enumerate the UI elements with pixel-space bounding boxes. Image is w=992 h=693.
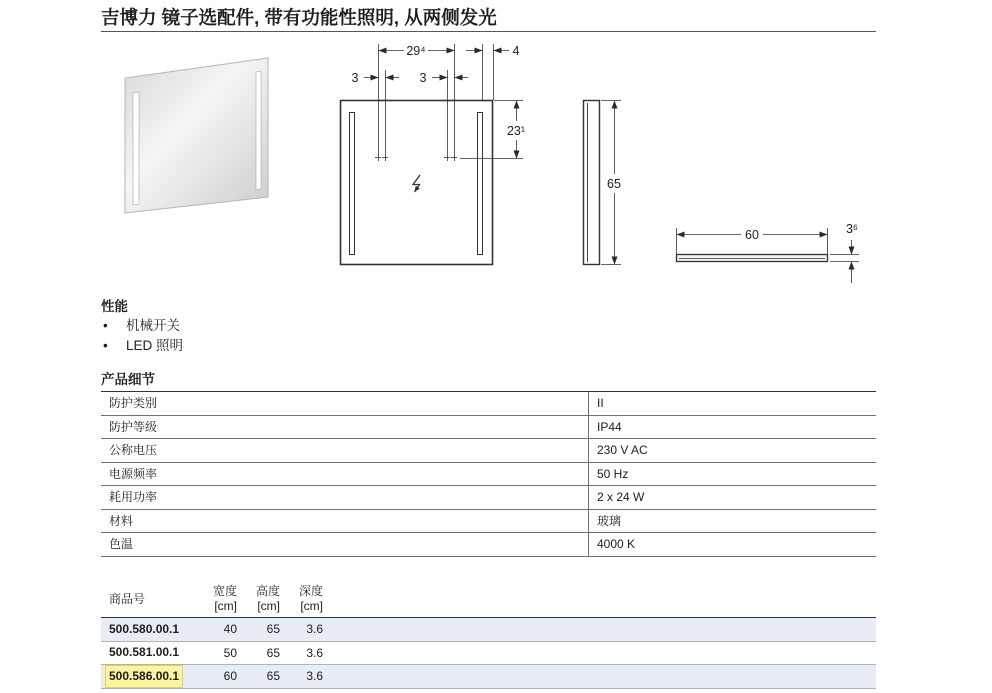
- header-depth-label: 深度: [298, 584, 323, 598]
- top-view-profile: [677, 255, 828, 262]
- front-view-frame: [341, 101, 493, 265]
- mirror-glass: [125, 58, 268, 213]
- detail-value: 50 Hz: [588, 463, 876, 486]
- header-depth-unit: [cm]: [300, 599, 323, 613]
- side-view-profile: [584, 101, 600, 265]
- article-height: 65: [266, 669, 280, 683]
- article-number: 500.581.00.1: [109, 645, 180, 660]
- dimension-label-edge-offset: 4: [512, 44, 520, 58]
- article-width: 50: [223, 645, 237, 660]
- detail-label: 防护类别: [109, 396, 158, 410]
- dimension-label-height: 65: [607, 177, 621, 191]
- details-heading: 产品细节: [101, 372, 155, 387]
- detail-label: 材料: [109, 513, 134, 528]
- feature-item: • 机械开关: [101, 316, 183, 336]
- front-led-strip-left: [350, 113, 355, 255]
- mirror-led-strip-right: [256, 71, 261, 190]
- articles-table: [101, 582, 876, 689]
- table-row: [101, 618, 876, 642]
- table-row: [101, 510, 876, 534]
- detail-value: 玻璃: [588, 510, 876, 533]
- article-depth: 3.6: [306, 669, 323, 683]
- table-row: [101, 486, 876, 510]
- header-width: [197, 582, 240, 617]
- detail-value: IP44: [588, 416, 876, 439]
- table-row: [101, 463, 876, 487]
- table-row: [101, 392, 876, 416]
- article-width: 40: [223, 622, 237, 636]
- mirror-led-strip-left: [133, 92, 139, 205]
- article-depth: 3.6: [306, 645, 323, 660]
- article-number-cell: [101, 618, 197, 641]
- features-list: [101, 316, 183, 356]
- header-width-label: 宽度: [212, 584, 237, 598]
- side-view-drawing: [584, 101, 600, 265]
- detail-label: 防护等级: [109, 419, 158, 434]
- detail-value: 4000 K: [588, 533, 876, 556]
- dimension-label-mount-spacing: 29⁴: [406, 44, 426, 58]
- table-header: [101, 582, 876, 618]
- article-width: 60: [223, 669, 237, 683]
- dimension-label-offset-right: 3: [419, 71, 427, 85]
- detail-value: II: [588, 392, 876, 415]
- front-led-strip-right: [478, 113, 483, 255]
- detail-label: 耗用功率: [109, 490, 158, 504]
- dimension-label-width: 60: [745, 228, 759, 242]
- page-title: 吉博力 镜子选配件, 带有功能性照明, 从两侧发光: [101, 7, 497, 28]
- article-height: 65: [266, 645, 280, 660]
- table-row: [101, 533, 876, 557]
- header-depth: [283, 582, 326, 617]
- article-depth: 3.6: [306, 622, 323, 636]
- feature-item: • LED 照明: [101, 336, 183, 356]
- article-number: 500.586.00.1: [106, 666, 182, 687]
- dimension-label-depth: 3⁶: [845, 222, 859, 236]
- article-number: 500.580.00.1: [109, 621, 180, 636]
- detail-label: 电源频率: [109, 466, 158, 481]
- table-row: [101, 665, 876, 689]
- dimension-drawings: [0, 0, 992, 300]
- detail-value: 2 x 24 W: [588, 486, 876, 509]
- detail-value: 230 V AC: [588, 439, 876, 462]
- detail-label: 色温: [109, 537, 134, 551]
- top-view-drawing: [677, 255, 828, 262]
- mirror-product-photo: [125, 58, 268, 213]
- table-row: [101, 439, 876, 463]
- header-width-unit: [cm]: [214, 599, 237, 613]
- details-table: [101, 391, 876, 557]
- header-height-unit: [cm]: [257, 599, 280, 613]
- lightning-bolt-icon: [413, 175, 420, 192]
- table-body: [101, 618, 876, 689]
- article-height: 65: [266, 622, 280, 636]
- dimension-label-mount-height: 23¹: [506, 124, 526, 138]
- detail-label: 公称电压: [109, 443, 158, 457]
- table-row: [101, 416, 876, 440]
- article-number-cell: [101, 665, 197, 688]
- header-article-number: 商品号: [109, 592, 146, 606]
- header-height-label: 高度: [255, 584, 280, 598]
- table-row: [101, 642, 876, 666]
- front-view-drawing: [341, 101, 493, 265]
- front-view-dimensions: [364, 44, 526, 161]
- dimension-label-offset-left: 3: [351, 71, 359, 85]
- lightning-bolt-path: [413, 175, 420, 192]
- features-heading: 性能: [101, 299, 128, 314]
- header-height: [240, 582, 283, 617]
- article-number-cell: [101, 642, 197, 665]
